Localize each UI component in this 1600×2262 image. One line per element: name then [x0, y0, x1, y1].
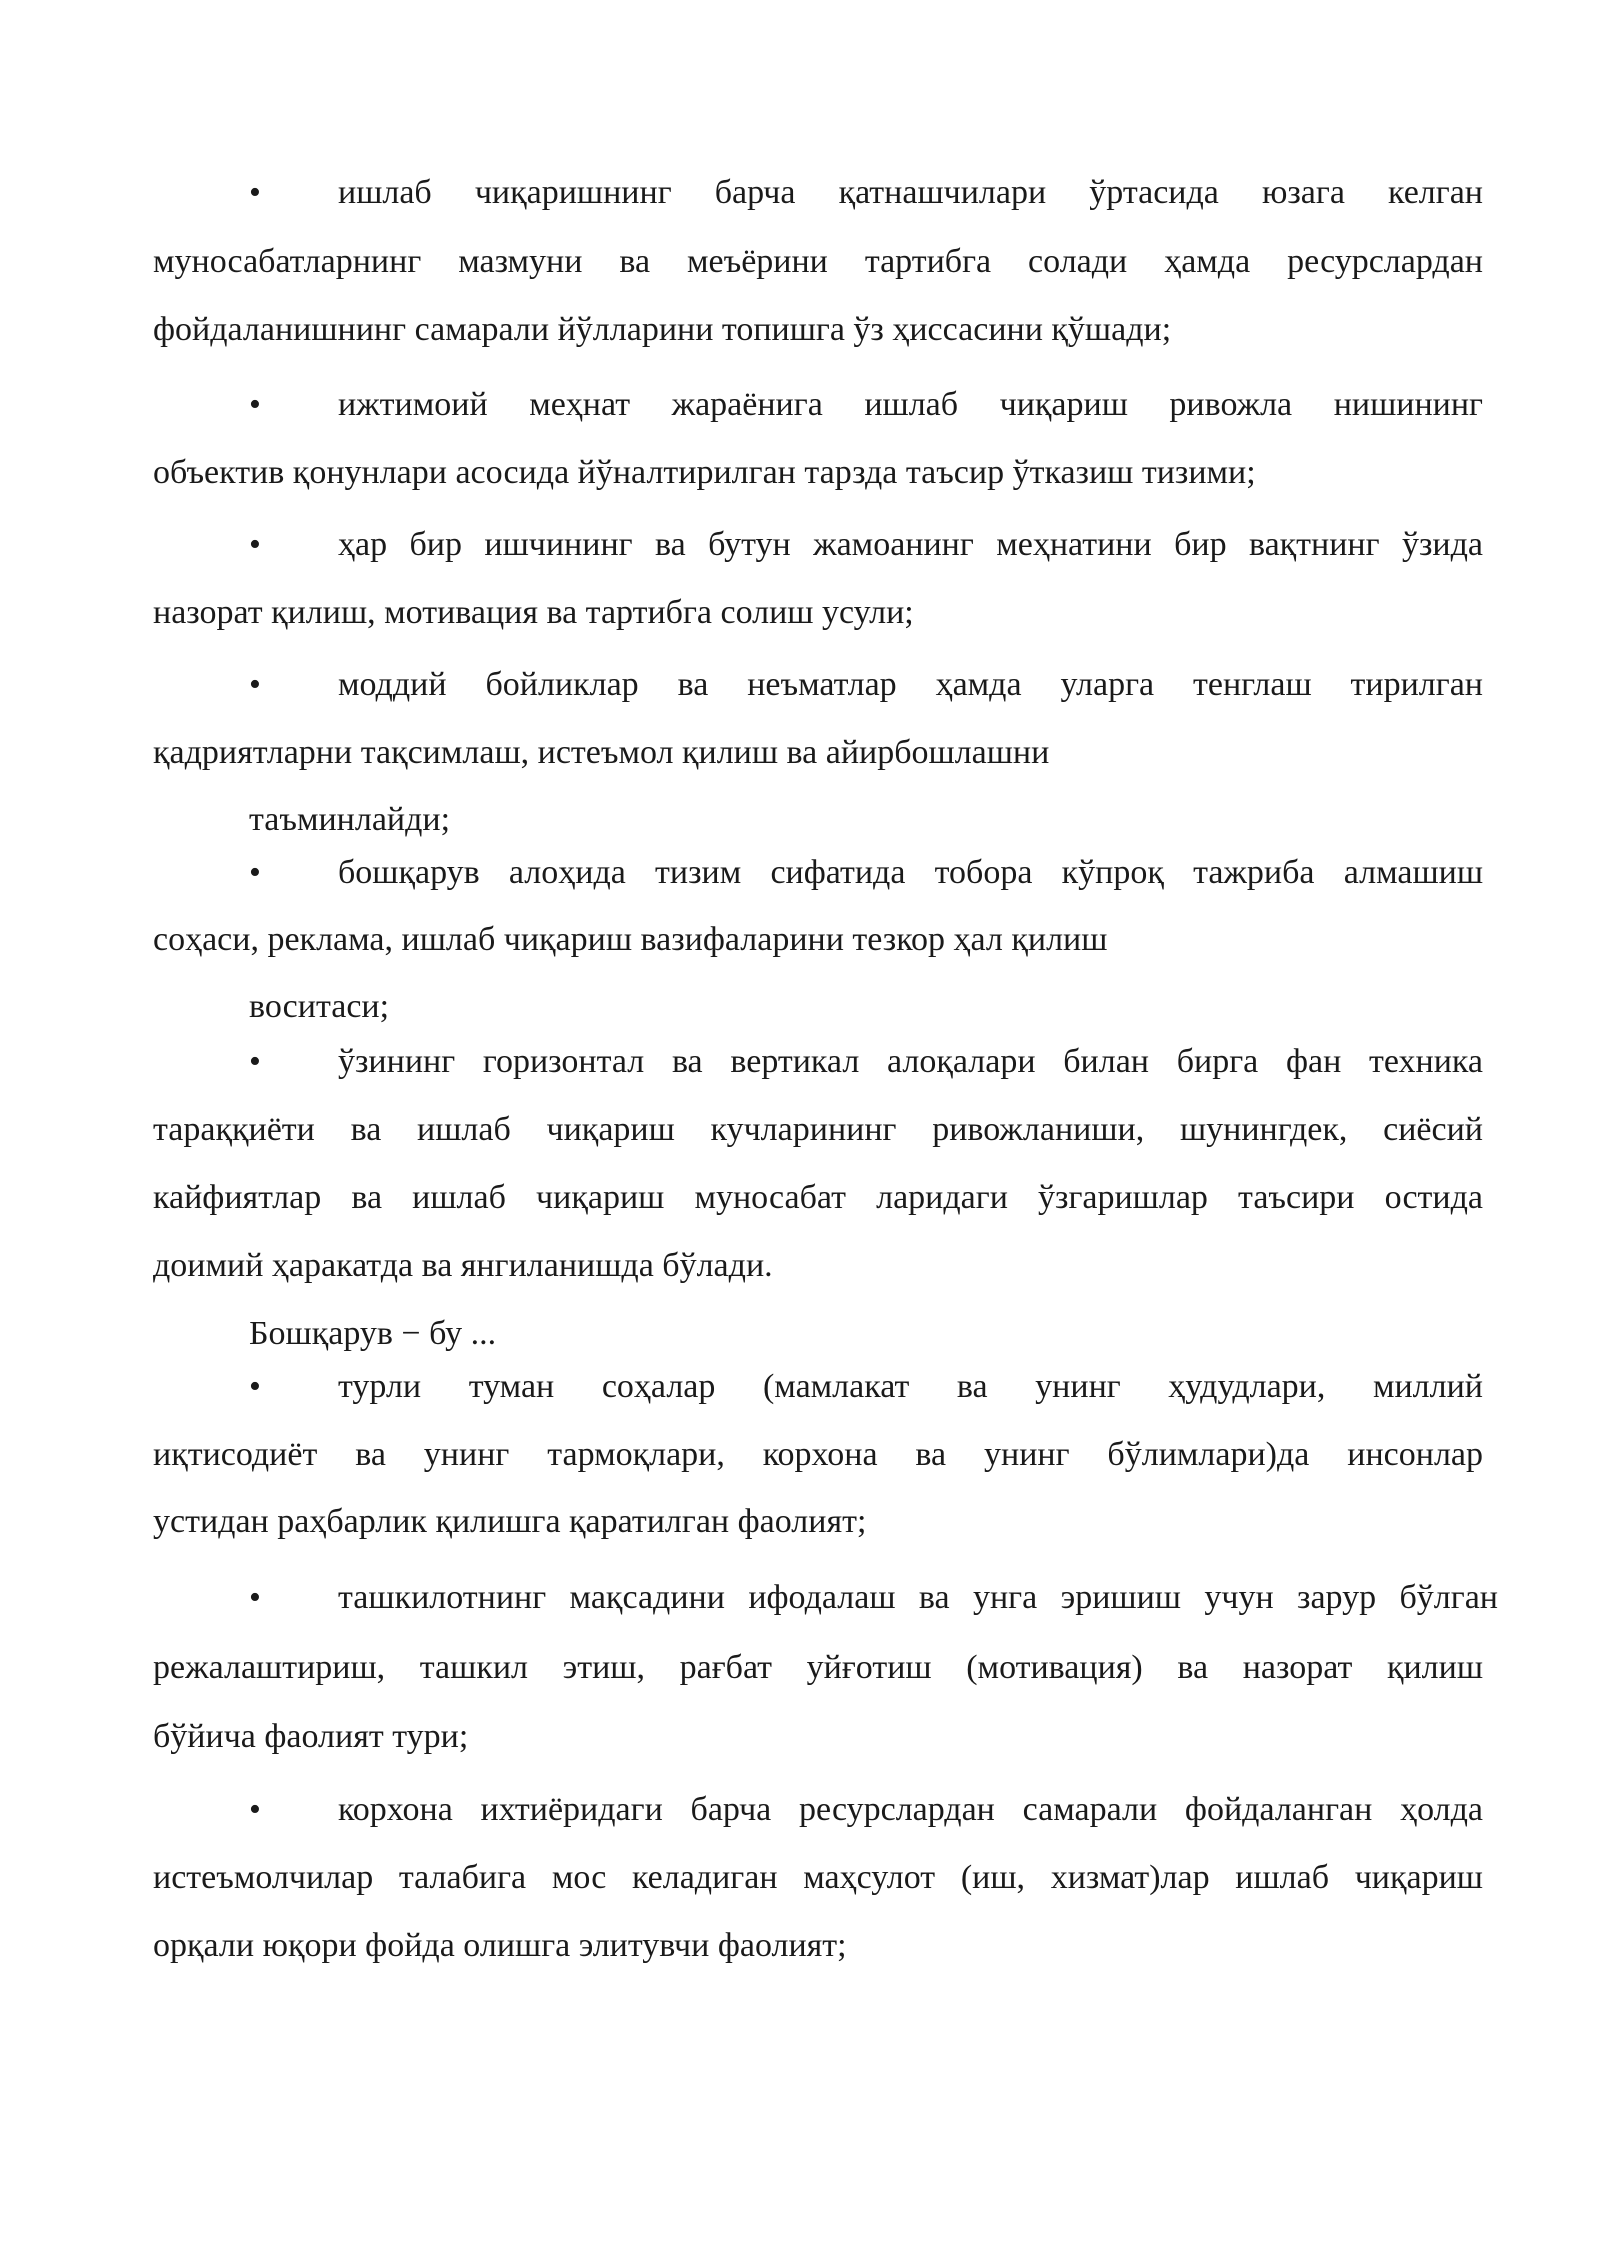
- definition-3-line-2: истеъмолчилар талабига мос келадиган маҳсулот (иш, хизмат)лар ишлаб чиқариш: [153, 1859, 1483, 1896]
- definition-3-line-3: орқали юқори фойда олишга элитувчи фаолият;: [153, 1927, 847, 1964]
- bullet-marker: •: [249, 386, 261, 423]
- bullet-marker: •: [249, 666, 261, 703]
- bullet-marker: •: [249, 854, 261, 891]
- bullet-marker: •: [249, 1791, 261, 1828]
- bullet-marker: •: [249, 1368, 261, 1405]
- item-2-line-2: объектив қонунлари асосида йўналтирилган тарзда таъсир ўтказиш тизими;: [153, 454, 1256, 491]
- definition-2-line-3: бўйича фаолият тури;: [153, 1718, 469, 1755]
- item-3-line-1: ҳар бир ишчининг ва бутун жамоанинг меҳнатини бир вақтнинг ўзида: [338, 526, 1483, 563]
- item-6-line-3: кайфиятлар ва ишлаб чиқариш муносабат ларидаги ўзгаришлар таъсири остида: [153, 1179, 1483, 1216]
- item-4-line-3: таъминлайди;: [249, 801, 451, 838]
- item-5-line-2: соҳаси, реклама, ишлаб чиқариш вазифаларини тезкор ҳал қилиш: [153, 921, 1108, 958]
- item-5-line-1: бошқарув алоҳида тизим сифатида тобора кўпроқ тажриба алмашиш: [338, 854, 1483, 891]
- bullet-marker: •: [249, 174, 261, 211]
- item-3-line-2: назорат қилиш, мотивация ва тартибга солиш усули;: [153, 594, 914, 631]
- definition-1-line-2: иқтисодиёт ва унинг тармоқлари, корхона ва унинг бўлимлари)да инсонлар: [153, 1436, 1483, 1473]
- definition-2-line-2: режалаштириш, ташкил этиш, рағбат уйғотиш (мотивация) ва назорат қилиш: [153, 1649, 1483, 1686]
- item-6-line-1: ўзининг горизонтал ва вертикал алоқалари билан бирга фан техника: [338, 1043, 1483, 1080]
- item-6-line-2: тараққиёти ва ишлаб чиқариш кучларининг ривожланиши, шунингдек, сиёсий: [153, 1111, 1483, 1148]
- definition-2-line-1: ташкилотнинг мақсадини ифодалаш ва унга эришиш учун зарур бўлган: [338, 1579, 1498, 1616]
- definition-1-line-3: устидан раҳбарлик қилишга қаратилган фаолият;: [153, 1503, 867, 1540]
- item-4-line-2: қадриятларни тақсимлаш, истеъмол қилиш ва айирбошлашни: [153, 734, 1050, 771]
- bullet-marker: •: [249, 1043, 261, 1080]
- item-6-line-4: доимий ҳаракатда ва янгиланишда бўлади.: [153, 1247, 773, 1284]
- item-5-line-3: воситаси;: [249, 988, 390, 1025]
- item-1-line-3: фойдаланишнинг самарали йўлларини топишга ўз ҳиссасини қўшади;: [153, 311, 1172, 348]
- definition-1-line-1: турли туман соҳалар (мамлакат ва унинг ҳудудлари, миллий: [338, 1368, 1483, 1405]
- item-1-line-2: муносабатларнинг мазмуни ва меъёрини тартибга солади ҳамда ресурслардан: [153, 243, 1483, 280]
- bullet-marker: •: [249, 1579, 261, 1616]
- definition-heading: Бошқарув − бу ...: [249, 1315, 497, 1352]
- item-2-line-1: ижтимоий меҳнат жараёнига ишлаб чиқариш ривожла нишининг: [338, 386, 1483, 423]
- bullet-marker: •: [249, 526, 261, 563]
- item-4-line-1: моддий бойликлар ва неъматлар ҳамда уларга тенглаш тирилган: [338, 666, 1483, 703]
- definition-3-line-1: корхона ихтиёридаги барча ресурслардан самарали фойдаланган ҳолда: [338, 1791, 1483, 1828]
- item-1-line-1: ишлаб чиқаришнинг барча қатнашчилари ўртасида юзага келган: [338, 174, 1483, 211]
